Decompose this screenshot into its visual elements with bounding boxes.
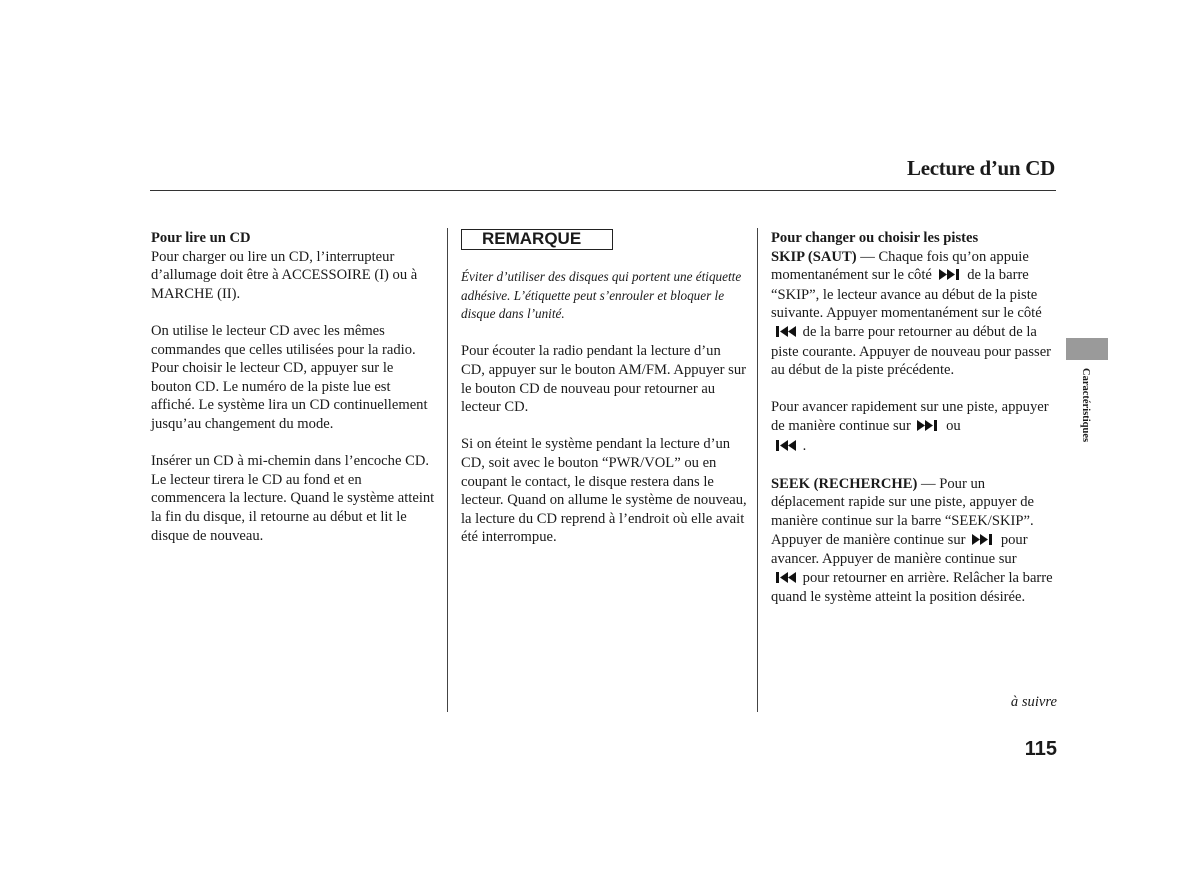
- skip-text-3: de la barre pour retourner au début de la piste courante. Appuyer de nouveau pour passer au début de la piste précédente.: [771, 323, 1052, 379]
- paragraph-fast-forward: [771, 398, 1061, 456]
- skip-label: SKIP (SAUT): [771, 248, 857, 265]
- column-divider-2: [757, 228, 758, 712]
- section-tab-marker: [1066, 338, 1108, 360]
- skip-back-icon: [773, 324, 797, 343]
- skip-forward-icon: [971, 532, 995, 551]
- page-title: Lecture d’un CD: [907, 156, 1055, 180]
- seek-text-2: pour avancer. Appuyer de manière continue sur: [771, 531, 1028, 568]
- notice-box: REMARQUE: [461, 229, 613, 250]
- paragraph-power-off: Si on éteint le système pendant la lecture d’un CD, soit avec le bouton “PWR/VOL” ou en coupant le contact, le disque restera dans le lecteur. Quand on allume le système de nouveau, la lecture du CD reprend à l’endroit où elle avait été interrompue.: [461, 436, 747, 546]
- continued-note: à suivre: [1010, 694, 1057, 710]
- section-heading-play-cd: Pour lire un CD: [151, 230, 251, 246]
- column-3: [771, 229, 1061, 607]
- column-divider-1: [447, 228, 448, 712]
- skip-forward-icon: [916, 418, 940, 437]
- seek-label: SEEK (RECHERCHE): [771, 475, 918, 492]
- page-number: 115: [1024, 738, 1057, 760]
- ff-text-3: .: [802, 437, 807, 454]
- seek-text-3: pour retourner en arrière. Relâcher la barre quand le système atteint la position désirée.: [771, 569, 1053, 606]
- paragraph-skip: [771, 248, 1061, 380]
- skip-dash: —: [856, 248, 879, 265]
- paragraph-ignition: Pour charger ou lire un CD, l’interrupteur d’allumage doit être à ACCESSOIRE (I) ou à MARCHE (II).: [151, 248, 418, 302]
- skip-text-2: de la barre “SKIP”, le lecteur avance au début de la piste suivante. Appuyer momentanément sur le côté: [771, 267, 1042, 322]
- ff-text-2: ou: [946, 417, 961, 434]
- skip-forward-icon: [938, 267, 962, 286]
- section-heading-tracks: Pour changer ou choisir les pistes: [771, 230, 979, 246]
- column-2: [461, 229, 747, 547]
- ff-text-1: Pour avancer rapidement sur une piste, appuyer de manière continue sur: [771, 399, 1049, 434]
- skip-back-icon: [773, 570, 797, 589]
- seek-dash: —: [917, 475, 940, 492]
- paragraph-cd-controls: On utilise le lecteur CD avec les mêmes commandes que celles utilisées pour la radio. Pour choisir le lecteur CD, appuyer sur le bouton CD. Le numéro de la piste lue est affiché. Le système lira un CD continuellement jusqu’au changement du mode.: [151, 322, 428, 432]
- notice-text: Éviter d’utiliser des disques qui portent une étiquette adhésive. L’étiquette peut s’enrouler et bloquer le disque dans l’unité.: [461, 269, 742, 322]
- paragraph-insert-cd: Insérer un CD à mi-chemin dans l’encoche CD. Le lecteur tirera le CD au fond et en commencera la lecture. Quand le système atteint la fin du disque, il retourne au début et lit le disque de nouveau.: [151, 453, 435, 544]
- column-1: [151, 229, 437, 545]
- seek-text-1: Pour un déplacement rapide sur une piste, appuyer de manière continue sur la barre “SEEK/SKIP”. Appuyer de manière continue sur: [771, 475, 1034, 548]
- paragraph-radio-during-cd: Pour écouter la radio pendant la lecture d’un CD, appuyer sur le bouton AM/FM. Appuyer sur le bouton CD de nouveau pour retourner au lecteur CD.: [461, 343, 746, 416]
- header-rule: [150, 190, 1056, 191]
- skip-text-1: Chaque fois qu’on appuie momentanément sur le côté: [771, 248, 1029, 284]
- section-side-label: Caractéristiques: [1080, 368, 1091, 443]
- skip-back-icon: [773, 438, 797, 457]
- paragraph-seek: [771, 475, 1061, 607]
